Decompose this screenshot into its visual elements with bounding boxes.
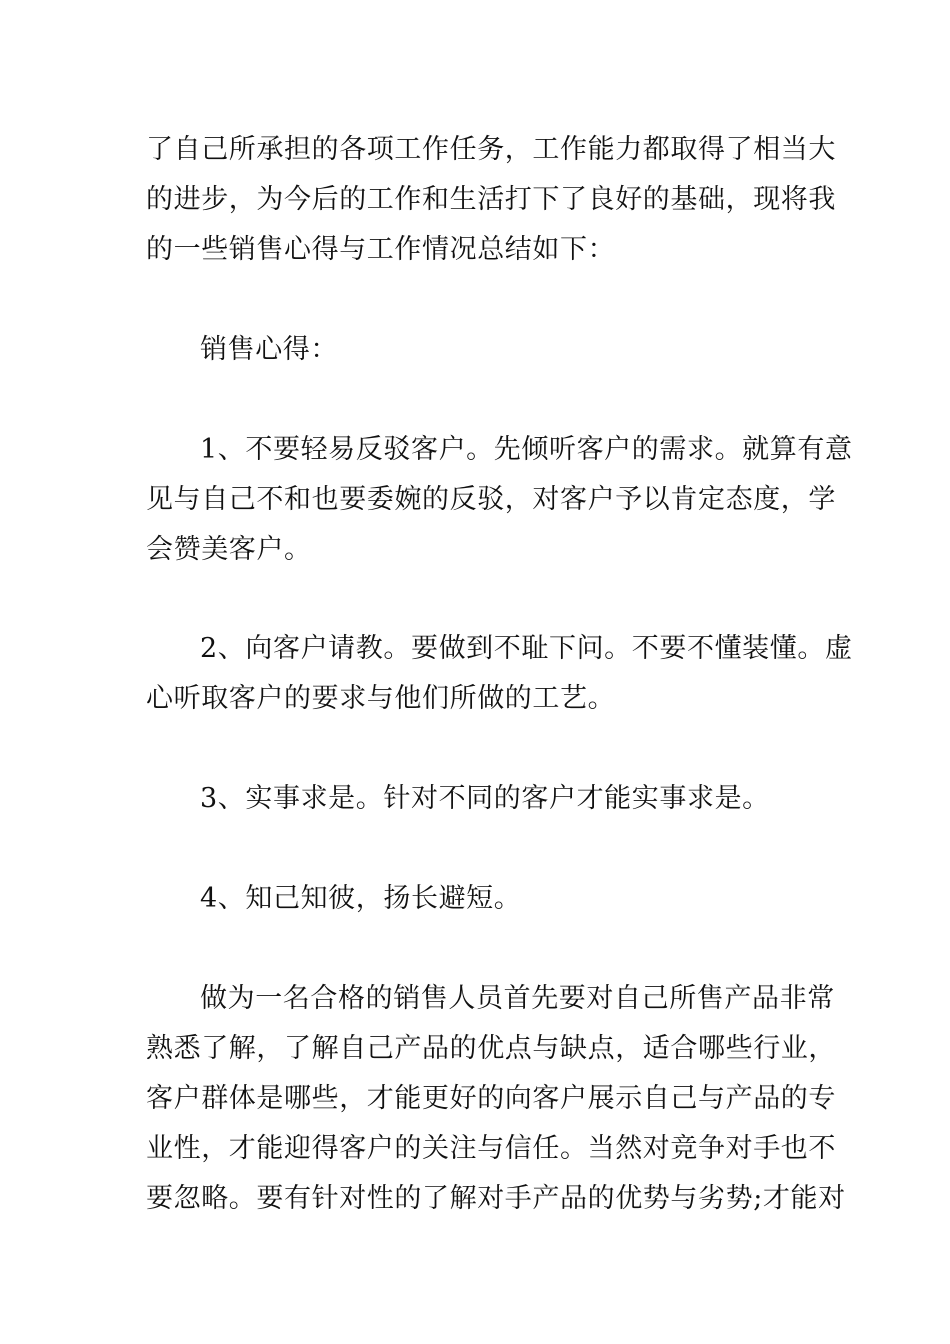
list-item-line: 1、不要轻易反驳客户。先倾听客户的需求。就算有意 (200, 434, 853, 465)
paragraph-line: 做为一名合格的销售人员首先要对自己所售产品非常 (200, 983, 835, 1014)
list-item-line: 4、知己知彼，扬长避短。 (200, 883, 522, 914)
paragraph-line: 要忽略。要有针对性的了解对手产品的优势与劣势;才能对 (146, 1183, 846, 1214)
paragraph-line: 的一些销售心得与工作情况总结如下： (146, 234, 616, 265)
list-item-line: 见与自己不和也要委婉的反驳，对客户予以肯定态度，学 (146, 484, 836, 515)
paragraph-line: 熟悉了解，了解自己产品的优点与缺点，适合哪些行业， (146, 1033, 836, 1064)
list-item-line: 2、向客户请教。要做到不耻下问。不要不懂装懂。虚 (200, 633, 853, 664)
section-heading: 销售心得： (200, 334, 338, 365)
list-item-line: 会赞美客户。 (146, 534, 312, 565)
paragraph-line: 的进步，为今后的工作和生活打下了良好的基础，现将我 (146, 184, 836, 215)
paragraph-line: 了自己所承担的各项工作任务，工作能力都取得了相当大 (146, 134, 836, 165)
list-item-line: 心听取客户的要求与他们所做的工艺。 (146, 683, 616, 714)
paragraph-line: 业性，才能迎得客户的关注与信任。当然对竞争对手也不 (146, 1133, 836, 1164)
list-item-line: 3、实事求是。针对不同的客户才能实事求是。 (200, 783, 770, 814)
paragraph-line: 客户群体是哪些，才能更好的向客户展示自己与产品的专 (146, 1083, 836, 1114)
